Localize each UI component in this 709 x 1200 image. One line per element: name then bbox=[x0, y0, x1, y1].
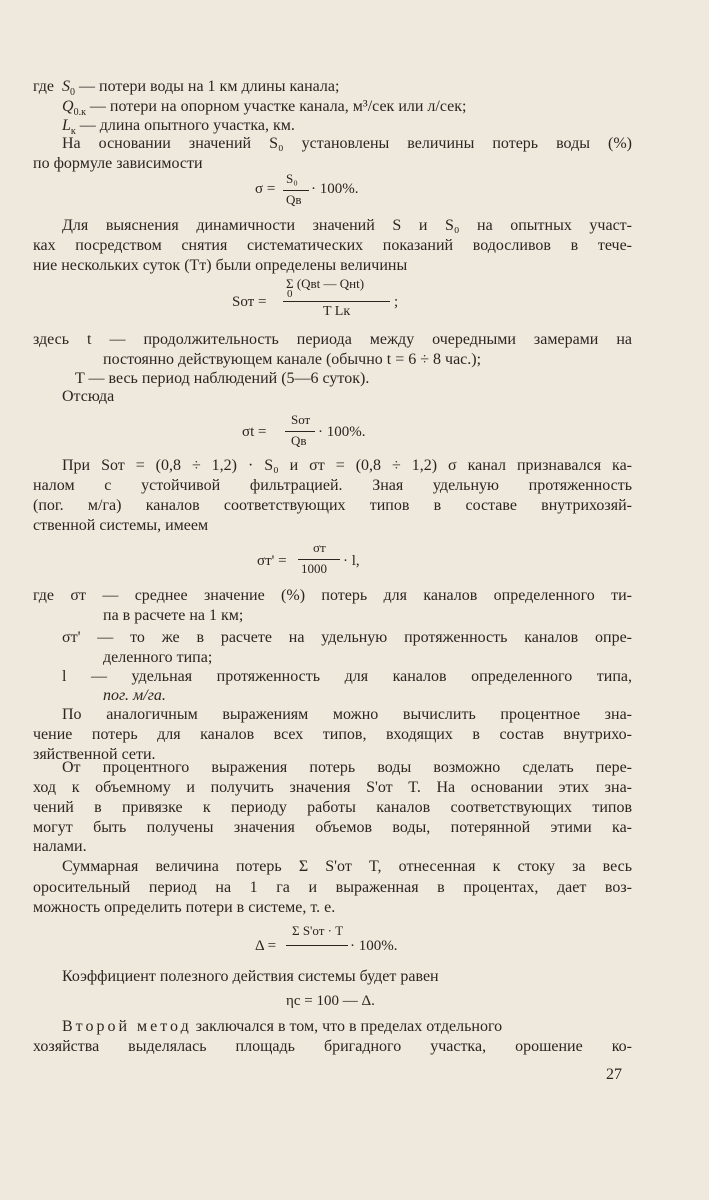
formula-lhs: σ = bbox=[255, 181, 276, 197]
formula-numerator: Σ S'от · T bbox=[292, 923, 344, 938]
text-line: При Sот = (0,8 ÷ 1,2) · S₀ и σт = (0,8 ÷ 1,2) σ канал признавался ка- bbox=[62, 457, 632, 474]
text-line: Суммарная величина потерь Σ S'от T, отнесенная к стоку за весь bbox=[62, 858, 632, 875]
def-line: $S_0$ — потери воды на 1 км длины канала; bbox=[62, 78, 340, 99]
formula-numerator: Σ (Qвt — Qнt) bbox=[286, 276, 365, 291]
method-heading: Второй метод bbox=[62, 1018, 192, 1035]
text-line: От процентного выражения потерь воды возможно сделать пере- bbox=[62, 759, 632, 776]
formula-denominator: T Lк bbox=[323, 304, 351, 319]
def-line: $L_к$ — длина опытного участка, км. bbox=[62, 117, 295, 138]
text-line: Для выяснения динамичности значений S и S₀ на опытных участ- bbox=[62, 217, 632, 234]
text-line: Второй метод заключался в том, что в пределах отдельного bbox=[62, 1018, 503, 1035]
formula-tail: · 100%. bbox=[350, 938, 398, 954]
text-line: деленного типа; bbox=[103, 649, 213, 666]
text-line: здесь t — продолжительность периода между очередными замерами на bbox=[33, 331, 632, 348]
text-line: T — весь период наблюдений (5—6 суток). bbox=[75, 370, 370, 387]
text-line: могут быть получены значения объемов воды, потерянной этими ка- bbox=[33, 819, 632, 836]
text-line: пог. м/га. bbox=[103, 687, 166, 704]
text-line: по формуле зависимости bbox=[33, 155, 203, 172]
text-line: чений в привязке к периоду работы каналов соответствующих типов bbox=[33, 799, 632, 816]
formula-efficiency: ηс = 100 — Δ. bbox=[286, 993, 375, 1009]
text-line: зяйственной сети. bbox=[33, 746, 156, 763]
text-line: хозяйства выделялась площадь бригадного участка, орошение ко- bbox=[33, 1038, 632, 1055]
formula-numerator: S₀ bbox=[286, 171, 298, 186]
text-line: оросительный период на 1 га и выраженная в процентах, дает воз- bbox=[33, 879, 632, 896]
formula-lhs: Δ = bbox=[255, 938, 277, 954]
formula-lhs: σt = bbox=[242, 424, 267, 440]
text-line: налом с устойчивой фильтрацией. Зная удельную протяженность bbox=[33, 477, 632, 494]
text-line: ход к объемному и получить значения S'от T. На основании этих зна- bbox=[33, 779, 632, 796]
text-line: ние нескольких суток (Tт) были определены величины bbox=[33, 257, 408, 274]
text-line: постоянно действующем канале (обычно t = 6 ÷ 8 час.); bbox=[103, 351, 482, 368]
text-line: ках посредством снятия систематических показаний водосливов в тече- bbox=[33, 237, 632, 254]
text-line: где σт — среднее значение (%) потерь для каналов определенного ти- bbox=[33, 587, 632, 604]
sigma-lower-limit: 0 bbox=[287, 288, 293, 300]
formula-tail: · l, bbox=[343, 553, 360, 569]
text-line: На основании значений S₀ установлены величины потерь воды (%) bbox=[62, 135, 632, 152]
def-line: $Q_{0.к}$ — потери на опорном участке канала, м³/сек или л/сек; bbox=[62, 98, 467, 119]
text-line: налами. bbox=[33, 838, 87, 855]
fraction-bar bbox=[283, 301, 390, 302]
text-line: l — удельная протяженность для каналов определенного типа, bbox=[62, 668, 632, 685]
formula-tail: ; bbox=[394, 294, 399, 310]
formula-lhs: Sот = bbox=[232, 294, 267, 310]
formula-denominator: Qв bbox=[286, 192, 302, 207]
formula-tail: · 100%. bbox=[311, 181, 359, 197]
text-line: По аналогичным выражениям можно вычислить процентное зна- bbox=[62, 706, 632, 723]
text-line: па в расчете на 1 км; bbox=[103, 607, 244, 624]
formula-denominator: 1000 bbox=[301, 561, 327, 576]
fraction-bar bbox=[286, 945, 348, 946]
text-line: можность определить потери в системе, т. е. bbox=[33, 899, 336, 916]
page-number: 27 bbox=[606, 1066, 622, 1083]
text-line: чение потерь для каналов всех типов, входящих в состав внутрихо- bbox=[33, 726, 632, 743]
formula-numerator: Sот bbox=[291, 412, 311, 427]
formula-lhs: σт' = bbox=[257, 553, 287, 569]
text-line: Коэффициент полезного действия системы будет равен bbox=[62, 968, 439, 985]
formula-denominator: Qв bbox=[291, 433, 307, 448]
formula-numerator: σт bbox=[313, 540, 326, 555]
text-line: Отсюда bbox=[62, 388, 115, 405]
defs1-prefix: где bbox=[33, 78, 55, 95]
text-line: (пог. м/га) каналов соответствующих типов в составе внутрихозяй- bbox=[33, 497, 632, 514]
formula-tail: · 100%. bbox=[318, 424, 366, 440]
text-line: σт' — то же в расчете на удельную протяженность каналов опре- bbox=[62, 629, 632, 646]
text-line: ственной системы, имеем bbox=[33, 517, 209, 534]
